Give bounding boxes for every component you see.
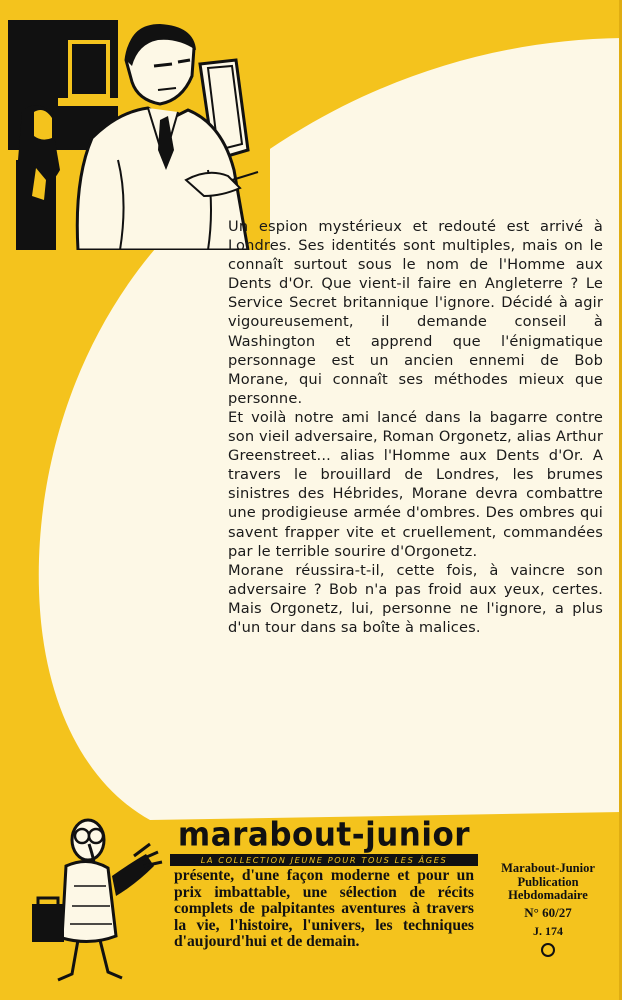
publication-line: Publication xyxy=(517,874,579,889)
blurb-paragraph: Un espion mystérieux et redouté est arrivé à Londres. Ses identités sont multiples, mais on le connaît surtout sous le nom de l'Homme aux Dents d'Or. Que vient-il faire en Angleterre ? Le Service Secret britannique l'ignore. Décidé à agir vigoureusement, il demande conseil à Washington et apprend que l'énigmatique personnage est un ancien ennemi de Bob Morane, qui connaît ses méthodes mieux que personne. xyxy=(228,218,603,407)
mascot-bird-icon xyxy=(16,806,166,986)
publication-code: J. 174 xyxy=(533,924,563,938)
blurb-paragraph: Morane réussira-t-il, cette fois, à vaincre son adversaire ? Bob n'a pas froid aux yeux, certes. Mais Orgonetz, lui, personne ne l'ignore, a plus d'un tour dans sa boîte à malices. xyxy=(228,561,603,636)
publication-info xyxy=(488,862,608,957)
brand-tagline: LA COLLECTION JEUNE POUR TOUS LES ÂGES xyxy=(170,854,478,866)
brand-logo: marabout-junior xyxy=(177,816,471,854)
blurb-paragraph: Et voilà notre ami lancé dans la bagarre contre son vieil adversaire, Roman Orgonetz, alias Arthur Greenstreet... alias l'Homme aux Dents d'Or. A travers le brouillard de Londres, les brumes sinistres des Hébrides, Morane devra combattre une prodigieuse armée d'ombres. Des ombres qui savent frapper vite et cruellement, commandées par le terrible sourire d'Orgonetz. xyxy=(228,408,603,560)
publication-number: N° 60/27 xyxy=(524,904,572,920)
publication-line: Marabout-Junior xyxy=(501,861,595,875)
spy-illustration xyxy=(8,20,270,250)
circle-icon xyxy=(541,943,555,957)
brand-description: présente, d'une façon moderne et pour un prix imbattable, une sélection de récits complets de palpitantes aventures à travers la vie, l'histoire, l'univers, les techniques d'aujourd'hui et de demain. xyxy=(174,867,474,951)
back-cover-blurb xyxy=(228,217,603,637)
publication-line: Hebdomadaire xyxy=(508,888,588,902)
brand-block xyxy=(170,818,478,951)
